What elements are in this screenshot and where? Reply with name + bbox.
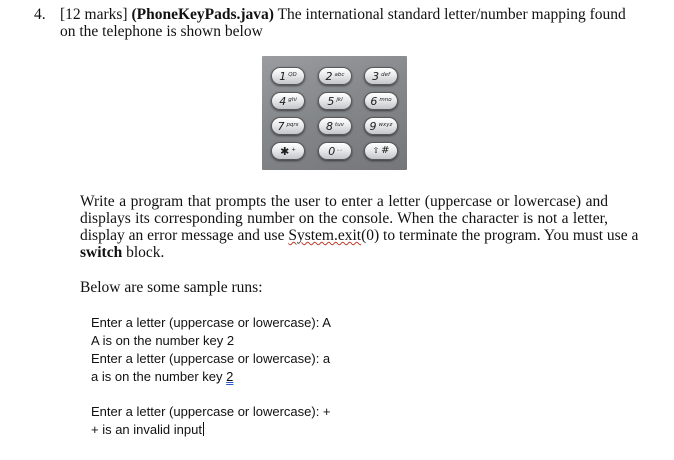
sample-run-line-3: Enter a letter (uppercase or lowercase): a <box>91 351 331 366</box>
system-exit-code: System.exit <box>288 227 362 244</box>
text-cursor <box>203 422 204 436</box>
keypad-key-7: 7 pqrs <box>271 117 305 135</box>
proofing-mark: 2 <box>226 369 234 384</box>
keypad-key-6: 6 mno <box>364 92 398 110</box>
sample-runs-heading: Below are some sample runs: <box>80 279 263 296</box>
keypad-key-2: 2 abc <box>318 67 352 85</box>
keypad-key-star: ✱ + <box>271 142 305 160</box>
description-line-3: display an error message and use System.exit(0) to terminate the program. You must use a <box>80 227 639 244</box>
description-line-1: Write a program that prompts the user to enter a letter (uppercase or lowercase) and <box>80 193 608 210</box>
sample-run-line-6: + is an invalid input <box>91 422 202 437</box>
question-marks: [12 marks] <box>60 6 128 23</box>
keypad-key-1: 1 QD <box>271 67 305 85</box>
switch-keyword: switch <box>80 244 123 261</box>
sample-run-line-5: Enter a letter (uppercase or lowercase): + <box>91 404 331 419</box>
keypad-key-hash: ⇧ # <box>364 142 398 160</box>
question-title: (PhoneKeyPads.java) <box>131 6 274 23</box>
description-line-2: displays its corresponding number on the console. When the character is not a letter, <box>80 210 608 227</box>
question-intro-line2: on the telephone is shown below <box>60 23 263 40</box>
question-intro <box>60 6 626 24</box>
sample-run-line-2: A is on the number key 2 <box>91 333 235 348</box>
keypad-key-0: 0 ⌴ <box>318 142 352 160</box>
description-line-4: switch block. <box>80 244 165 261</box>
keypad-key-5: 5 jkl <box>318 92 352 110</box>
question-number: 4. <box>34 6 46 23</box>
telephone-keypad-image <box>262 56 407 170</box>
question-intro-text: The international standard letter/number mapping found <box>277 6 626 23</box>
sample-run-line-4: a is on the number key 2 <box>91 369 234 384</box>
keypad-key-3: 3 def <box>364 67 398 85</box>
keypad-key-4: 4 ghi <box>271 92 305 110</box>
sample-run-line-1: Enter a letter (uppercase or lowercase): A <box>91 315 331 330</box>
keypad-key-9: 9 wxyz <box>364 117 398 135</box>
problem-description <box>80 193 639 261</box>
keypad-key-8: 8 tuv <box>318 117 352 135</box>
